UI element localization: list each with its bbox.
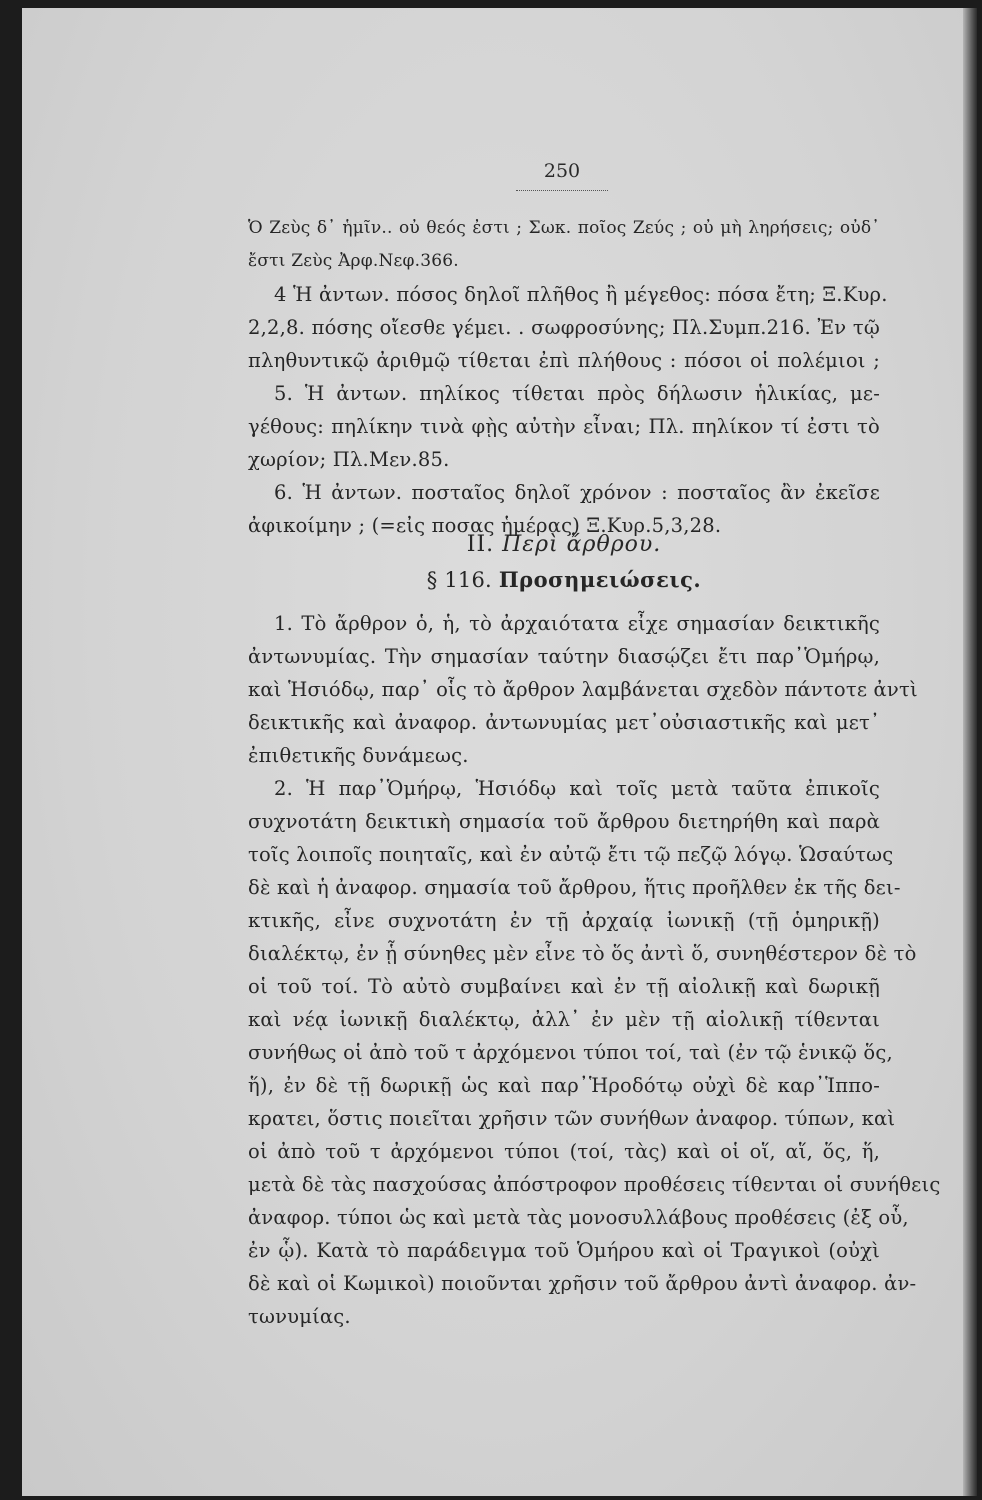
text-line: τοῖς λοιποῖς ποιηταῖς, καὶ ἐν αὐτῷ ἔτι τῷ πεζῷ λόγῳ. Ὡσαύτως <box>248 843 894 866</box>
text-line: ἀντωνυμίας. Τὴν σημασίαν ταύτην διασῴζει ἔτι παρ᾽Ὁμήρῳ, <box>248 645 880 668</box>
text-line: μετὰ δὲ τὰς πασχούσας ἀπόστροφον προθέσεις τίθενται οἱ συνήθεις <box>248 1173 941 1196</box>
text-block-article <box>248 607 941 1333</box>
text-line: δὲ καὶ οἱ Κωμικοὶ) ποιοῦνται χρῆσιν τοῦ ἄρθρου ἀντὶ ἀναφορ. ἀν- <box>248 1272 917 1295</box>
text-line: Ὁ Ζεὺς δ᾽ ἡμῖν.. οὐ θεός ἐστι ; Σωκ. ποῖος Ζεύς ; οὐ μὴ ληρήσεις; οὐδ᾽ <box>248 218 880 238</box>
text-line: καὶ νέᾳ ἰωνικῇ διαλέκτῳ, ἀλλ᾽ ἐν μὲν τῇ αἰολικῇ τίθενται <box>248 1008 880 1031</box>
text-line: ἐν ᾧ). Κατὰ τὸ παράδειγμα τοῦ Ὁμήρου καὶ οἱ Τραγικοὶ (οὐχὶ <box>248 1239 880 1262</box>
book-spine-shadow <box>963 8 977 1496</box>
text-line: ἐπιθετικῆς δυνάμεως. <box>248 744 469 767</box>
text-line: δὲ καὶ ἡ ἀναφορ. σημασία τοῦ ἄρθρου, ἥτις προῆλθεν ἐκ τῆς δει- <box>248 876 901 899</box>
text-line: κρατει, ὅστις ποιεῖται χρῆσιν τῶν συνήθων ἀναφορ. τύπων, καὶ <box>248 1107 896 1130</box>
text-line: 6. Ἡ ἀντων. ποσταῖος δηλοῖ χρόνον : ποσταῖος ἂν ἐκεῖσε <box>274 481 880 504</box>
text-line: 2. Ἡ παρ᾽Ὁμήρῳ, Ἡσιόδῳ καὶ τοῖς μετὰ ταῦτα ἐπικοῖς <box>274 777 880 800</box>
text-line: διαλέκτῳ, ἐν ᾗ σύνηθες μὲν εἶνε τὸ ὅς ἀντὶ ὅ, συνηθέστερον δὲ τὸ <box>248 942 917 965</box>
text-line: καὶ Ἡσιόδῳ, παρ᾽ οἷς τὸ ἄρθρον λαμβάνεται σχεδὸν πάντοτε ἀντὶ <box>248 678 918 701</box>
text-line: δεικτικῆς καὶ ἀναφορ. ἀντωνυμίας μετ᾽οὐσιαστικῆς καὶ μετ᾽ <box>248 711 880 734</box>
text-line: συνήθως οἱ ἀπὸ τοῦ τ ἀρχόμενοι τύποι τοί, ταὶ (ἐν τῷ ἑνικῷ ὅς, <box>248 1041 893 1064</box>
text-line: συχνοτάτη δεικτικὴ σημασία τοῦ ἄρθρου διετηρήθη καὶ παρὰ <box>248 810 880 833</box>
subsection-title <box>248 562 880 598</box>
page-number-rule <box>516 190 608 191</box>
text-line: 4 Ἡ ἀντων. πόσος δηλοῖ πλῆθος ἢ μέγεθος: πόσα ἔτη; Ξ.Κυρ. <box>274 283 888 306</box>
section-title-text: Περὶ ἄρθρου. <box>502 532 662 557</box>
text-line: 2,2,8. πόσης οἴεσθε γέμει. . σωφροσύνης; Πλ.Συμπ.216. Ἐν τῷ <box>248 316 880 339</box>
text-line: ἀναφορ. τύποι ὡς καὶ μετὰ τὰς μονοσυλλάβους προθέσεις (ἐξ οὗ, <box>248 1206 909 1229</box>
text-line: ἥ), ἐν δὲ τῇ δωρικῇ ὡς καὶ παρ᾽Ἡροδότῳ οὐχὶ δὲ καρ᾽Ἱππο- <box>248 1074 880 1097</box>
text-line: οἱ τοῦ τοί. Τὸ αὐτὸ συμβαίνει καὶ ἐν τῇ αἰολικῇ καὶ δωρικῇ <box>248 975 880 998</box>
subsection-number: § 116. <box>426 568 492 592</box>
text-line: οἱ ἀπὸ τοῦ τ ἀρχόμενοι τύποι (τοί, τὰς) καὶ οἱ οἵ, αἵ, ὅς, ἥ, <box>248 1140 880 1163</box>
section-heading <box>248 528 880 598</box>
text-line: πληθυντικῷ ἀριθμῷ τίθεται ἐπὶ πλήθους : πόσοι οἱ πολέμιοι ; <box>248 349 880 372</box>
text-line: χωρίον; Πλ.Μεν.85. <box>248 448 450 471</box>
text-line: 1. Τὸ ἄρθρον ὁ, ἡ, τὸ ἀρχαιότατα εἶχε σημασίαν δεικτικῆς <box>274 612 880 635</box>
text-line: ἔστι Ζεὺς Ἀρφ.Νεφ.366. <box>248 251 459 271</box>
section-numeral: II. <box>466 532 495 557</box>
page-number: 250 <box>543 160 581 182</box>
text-line: γέθους: πηλίκην τινὰ φῂς αὐτὴν εἶναι; Πλ. πηλίκον τί ἐστι τὸ <box>248 415 880 438</box>
text-block-pronouns <box>248 212 888 542</box>
text-line: τωνυμίας. <box>248 1305 351 1328</box>
text-line: 5. Ἡ ἀντων. πηλίκος τίθεται πρὸς δήλωσιν ἡλικίας, με- <box>274 382 880 405</box>
text-line: ἀφικοίμην ; (=εἰς ποσας ἡμέρας) Ξ.Κυρ.5,3,28. <box>248 514 722 537</box>
text-line: κτικῆς, εἶνε συχνοτάτη ἐν τῇ ἀρχαίᾳ ἰωνικῇ (τῇ ὁμηρικῇ) <box>248 909 880 932</box>
subsection-title-text: Προσημειώσεις. <box>498 567 702 592</box>
section-title <box>248 528 880 562</box>
